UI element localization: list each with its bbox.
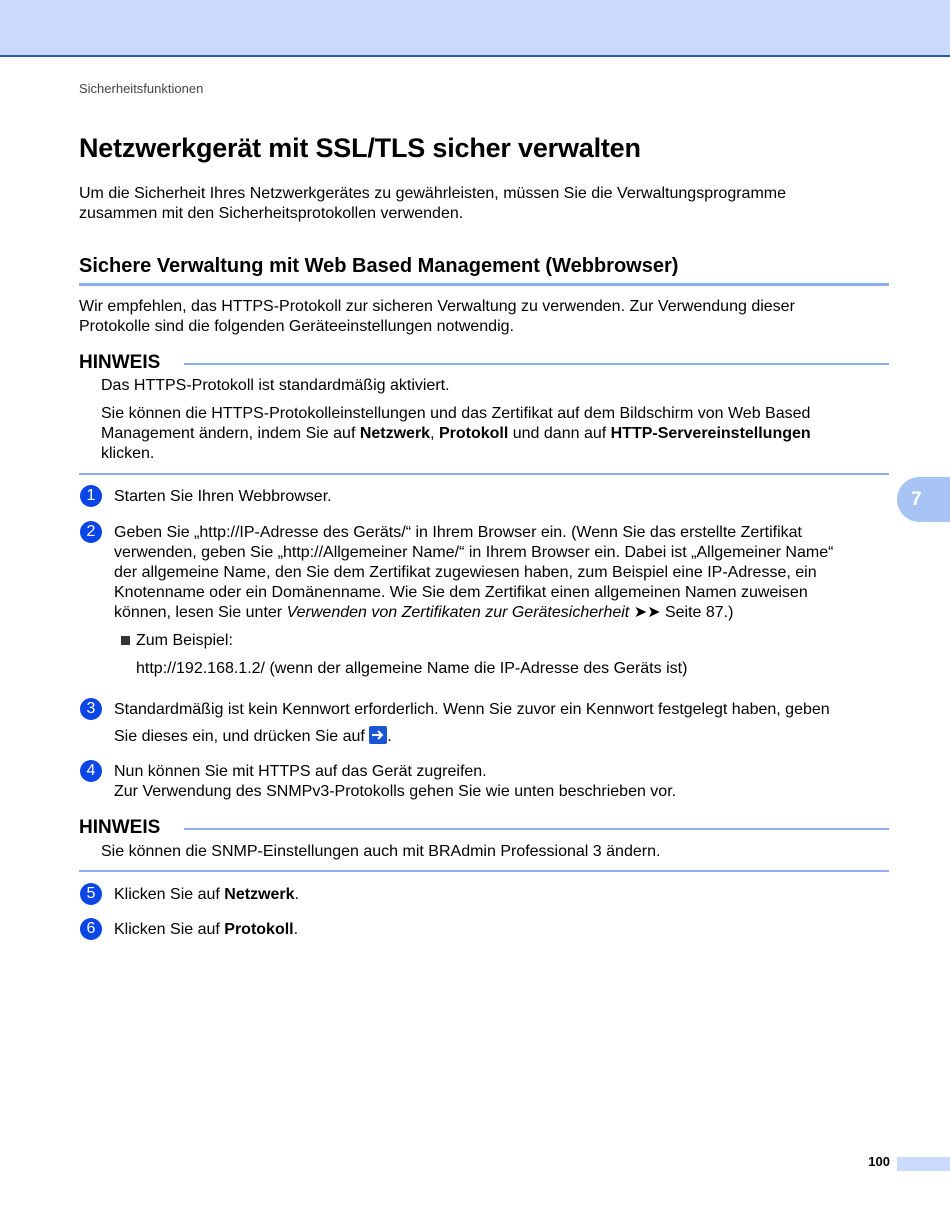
note-text: Sie können die SNMP-Einstellungen auch mit BRAdmin Professional 3 ändern.: [101, 843, 661, 860]
step-number: 3: [80, 698, 102, 720]
page-title: Netzwerkgerät mit SSL/TLS sicher verwalten: [79, 133, 641, 163]
step-number: 2: [80, 521, 102, 543]
chapter-tab: 7: [897, 477, 950, 522]
step-number: 1: [80, 485, 102, 507]
step-text: Nun können Sie mit HTTPS auf das Gerät zugreifen. Zur Verwendung des SNMPv3-Protokolls gehen Sie wie unten beschrieben vor.: [114, 763, 677, 800]
note-divider: [79, 473, 889, 475]
step-text: Klicken Sie auf Netzwerk.: [114, 886, 299, 903]
note-text: Sie können die HTTPS-Protokolleinstellungen und das Zertifikat auf dem Bildschirm von Web Based Management ändern, indem Sie auf Netzwerk, Protokoll und dann auf HTTP-Servereinstellungen klicken.: [101, 405, 811, 462]
section-heading: Sichere Verwaltung mit Web Based Management (Webbrowser): [79, 255, 889, 286]
note-divider: [184, 828, 889, 830]
step-text: Geben Sie „http://IP-Adresse des Geräts/“ in Ihrem Browser ein. (Wenn Sie das erstellte Zertifikat verwenden, geben Sie „http://Allgemeiner Name/“ in Ihrem Browser ein. Dabei ist „Allgemeiner Name“ der allgemeine Name, den Sie dem Zertifikat zugewiesen haben, zum Beispiel eine IP-Adresse, ein Knotenname oder ein Domänenname. Wie Sie dem Zertifikat einen allgemeinen Namen zuweisen können, lesen Sie unter Verwenden von Zertifikaten zur Gerätesicherheit ➤➤ Seite 87.): [114, 524, 834, 621]
page-number: 100: [868, 1154, 890, 1169]
example-url: http://192.168.1.2/ (wenn der allgemeine Name die IP-Adresse des Geräts ist): [136, 660, 688, 677]
double-arrow-icon: ➤➤: [629, 604, 665, 621]
go-arrow-icon: [369, 726, 387, 744]
note-label: HINWEIS: [79, 352, 170, 374]
step-text: Starten Sie Ihren Webbrowser.: [114, 488, 332, 505]
page-bar: [897, 1157, 950, 1171]
bullet-square-icon: [121, 636, 130, 645]
bullet-text: Zum Beispiel:: [136, 632, 233, 649]
note-divider: [184, 363, 889, 365]
note-header: [79, 817, 889, 839]
note-divider: [79, 870, 889, 872]
cross-reference-link[interactable]: Verwenden von Zertifikaten zur Gerätesicherheit: [286, 604, 630, 621]
note-label: HINWEIS: [79, 817, 170, 839]
step-text: Standardmäßig ist kein Kennwort erforderlich. Wenn Sie zuvor ein Kennwort festgelegt haben, geben Sie dieses ein, und drücken Sie auf .: [114, 701, 830, 745]
step-text: Klicken Sie auf Protokoll.: [114, 921, 299, 938]
step-number: 6: [80, 918, 102, 940]
section-intro-paragraph: Wir empfehlen, das HTTPS-Protokoll zur sicheren Verwaltung zu verwenden. Zur Verwendung dieser Protokolle sind die folgenden Geräteeinstellungen notwendig.: [79, 298, 795, 335]
note-text: Das HTTPS-Protokoll ist standardmäßig aktiviert.: [101, 377, 450, 394]
header-band: [0, 0, 950, 57]
note-header: [79, 352, 889, 374]
breadcrumb: Sicherheitsfunktionen: [79, 81, 204, 96]
step-number: 4: [80, 760, 102, 782]
intro-paragraph: Um die Sicherheit Ihres Netzwerkgerätes zu gewährleisten, müssen Sie die Verwaltungsprogramme zusammen mit den Sicherheitsprotokollen verwenden.: [79, 185, 786, 222]
step-number: 5: [80, 883, 102, 905]
